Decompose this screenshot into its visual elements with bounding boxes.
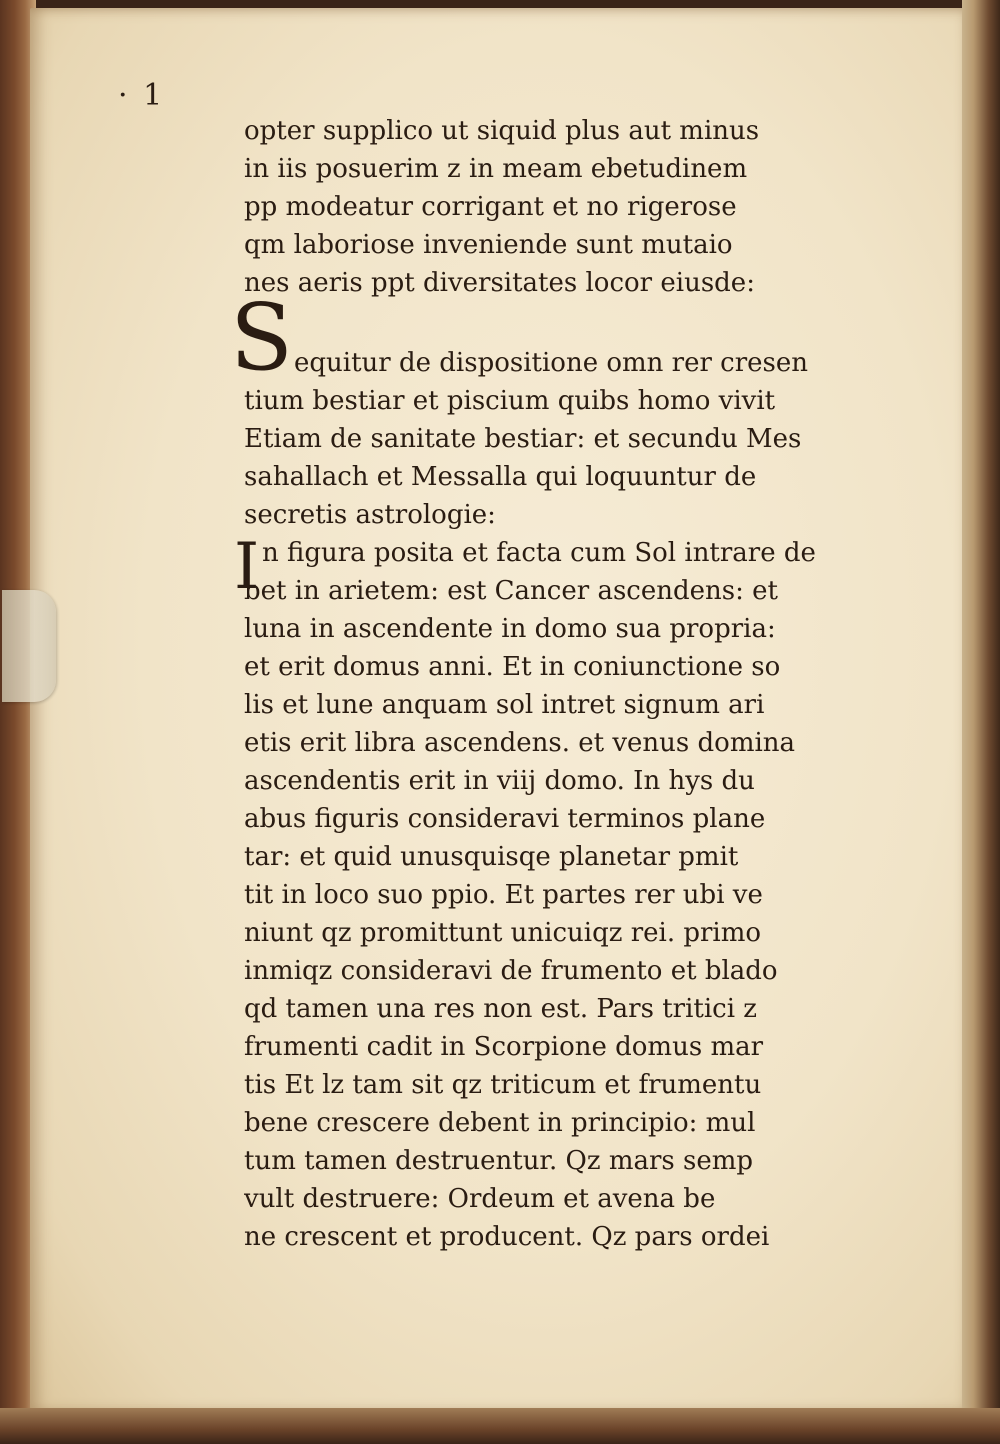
text-line: ascendentis erit in viij domo. In hys du [244, 766, 755, 796]
text-line: tium bestiar et piscium quibs homo vivit [244, 386, 776, 416]
text-line: niunt qz promittunt unicuiqz rei. primo [244, 918, 762, 948]
paragraph-gap [244, 316, 886, 330]
initial-letter-i: I [234, 530, 260, 604]
text-line: secretis astrologie: [244, 500, 496, 530]
text-line: bene crescere debent in principio: mul [244, 1108, 756, 1138]
text-line: abus figuris consideravi terminos plane [244, 804, 766, 834]
text-line: qm laboriose inveniende sunt mutaio [244, 230, 733, 260]
paragraph-gap [244, 330, 886, 344]
text-line: in iis posuerim z in meam ebetudinem [244, 154, 748, 184]
text-line: luna in ascendente in domo sua propria: [244, 614, 776, 644]
text-line: equitur de dispositione omn rer cresen [294, 348, 809, 378]
text-line: lis et lune anquam sol intret signum ari [244, 690, 765, 720]
text-line: vult destruere: Ordeum et avena be [244, 1184, 716, 1214]
text-line: Etiam de sanitate bestiar: et secundu Mes [244, 424, 802, 454]
manuscript-text [230, 112, 886, 1256]
text-line: opter supplico ut siquid plus aut minus [244, 116, 760, 146]
book-bottom-edge [0, 1408, 1000, 1444]
text-line: tis Et lz tam sit qz triticum et frumentu [244, 1070, 762, 1100]
initial-letter-s: S [230, 284, 294, 391]
paragraph-gap [244, 302, 886, 316]
paragraph-sequitur [230, 284, 886, 391]
text-line: pp modeatur corrigant et no rigerose [244, 192, 737, 222]
paper-repair-tab [2, 590, 56, 702]
text-line: nes aeris ppt diversitates locor eiusde: [244, 268, 755, 298]
text-line: et erit domus anni. Et in coniunctione so [244, 652, 781, 682]
text-line: bet in arietem: est Cancer ascendens: et [244, 576, 778, 606]
text-line: tit in loco suo ppio. Et partes rer ubi ve [244, 880, 763, 910]
text-line: frumenti cadit in Scorpione domus mar [244, 1032, 764, 1062]
text-line: tum tamen destruentur. Qz mars semp [244, 1146, 754, 1176]
text-line: etis erit libra ascendens. et venus domina [244, 728, 796, 758]
text-line: n figura posita et facta cum Sol intrare de [262, 538, 816, 568]
text-line: ne crescent et producent. Qz pars ordei [244, 1222, 770, 1252]
book-gutter-right [962, 0, 1000, 1444]
text-line: qd tamen una res non est. Pars tritici z [244, 994, 758, 1024]
text-line: inmiqz consideravi de frumento et blado [244, 956, 778, 986]
text-line: tar: et quid unusquisqe planetar pmit [244, 842, 739, 872]
folio-mark: · 1 [118, 78, 166, 113]
text-line: sahallach et Messalla qui loquuntur de [244, 462, 757, 492]
